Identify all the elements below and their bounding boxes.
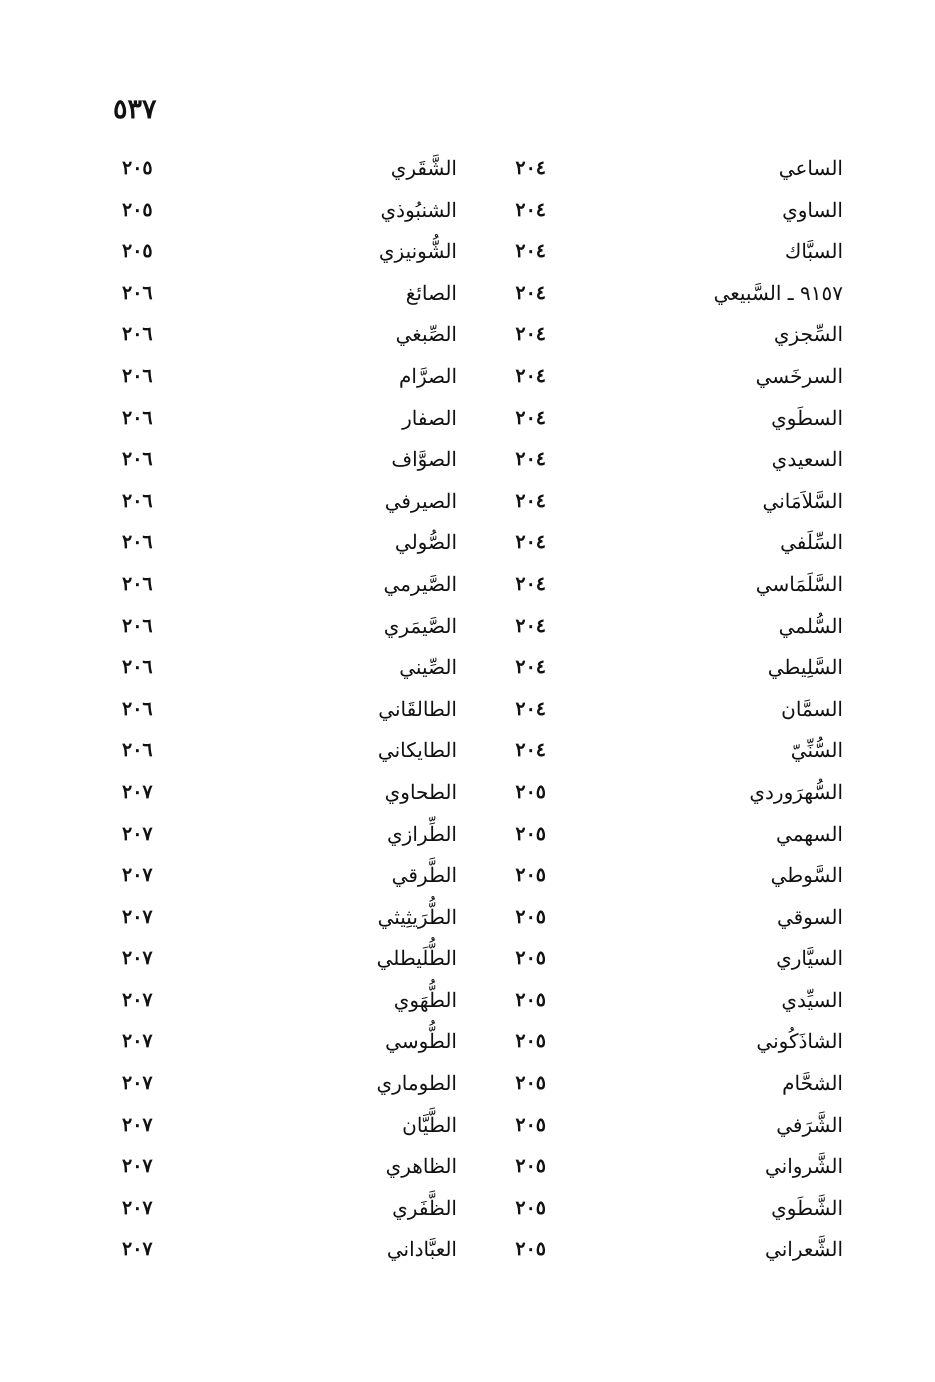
right-column-page: ٢٠٤ [515, 572, 546, 595]
left-column-name: الصائغ [405, 280, 457, 305]
left-column-page: ٢٠٧ [122, 1030, 153, 1053]
left-column-name: الصِّيني [399, 655, 457, 680]
right-column-name: السمَّان [781, 696, 843, 721]
left-column-page: ٢٠٥ [122, 157, 153, 179]
right-column-name: الشحَّام [782, 1071, 843, 1096]
right-column-name: الشَّعراني [765, 1237, 843, 1262]
index-row [0, 190, 935, 232]
right-column-name: الشاذَكُوني [756, 1029, 843, 1054]
right-column-name: السوقي [776, 904, 843, 929]
left-column-page: ٢٠٦ [122, 656, 153, 679]
index-row [0, 1146, 935, 1188]
index-row [0, 772, 935, 814]
index-row [0, 356, 935, 398]
left-column-page: ٢٠٧ [122, 1113, 153, 1136]
index-row [0, 481, 935, 523]
right-column-name: السِّجزي [773, 322, 843, 347]
left-column-page: ٢٠٦ [122, 697, 153, 720]
left-column-page: ٢٠٧ [122, 1238, 153, 1261]
left-column-name: العبَّاداني [386, 1237, 457, 1262]
right-column-name: الساوي [782, 197, 843, 222]
index-row [0, 314, 935, 356]
left-column-page: ٢٠٧ [122, 822, 153, 845]
left-column-name: الشُّونيزي [378, 239, 457, 264]
right-column-name: السَّلاَمَاني [762, 488, 843, 513]
index-row [0, 564, 935, 606]
right-column-name: السُّهرَوردي [749, 779, 843, 804]
right-column-name: السطَوي [771, 405, 843, 430]
left-column-page: ٢٠٧ [122, 864, 153, 887]
left-column-name: الصوَّاف [391, 447, 457, 472]
right-column-name: ٩١٥٧ ـ السَّبيعي [713, 280, 843, 305]
left-column-page: ٢٠٧ [122, 1196, 153, 1219]
right-column-page: ٢٠٤ [515, 614, 546, 637]
left-column-name: الظاهري [385, 1154, 457, 1179]
right-column-page: ٢٠٥ [515, 1113, 546, 1136]
index-row [0, 273, 935, 315]
index-row [0, 522, 935, 564]
right-column-name: الشَّرَفي [776, 1112, 843, 1137]
index-row [0, 1188, 935, 1230]
left-column-name: الطِّرازي [387, 821, 457, 846]
left-column-name: الطُّهَوي [393, 987, 457, 1012]
right-column-page: ٢٠٥ [515, 1072, 546, 1095]
index-row [0, 148, 935, 190]
right-column-name: السعيدي [771, 447, 843, 472]
left-column-name: الظَّفَري [392, 1195, 457, 1220]
index-row [0, 855, 935, 897]
right-column-page: ٢٠٤ [515, 531, 546, 554]
right-column-page: ٢٠٤ [515, 448, 546, 471]
left-column-page: ٢٠٧ [122, 1155, 153, 1178]
left-column-name: الشَّقَري [390, 156, 457, 180]
right-column-name: السيَّاري [776, 946, 843, 971]
right-column-page: ٢٠٤ [515, 656, 546, 679]
left-column-page: ٢٠٥ [122, 198, 153, 221]
index-row [0, 730, 935, 772]
right-column-page: ٢٠٥ [515, 1196, 546, 1219]
left-column-name: الطَّرقي [391, 863, 457, 888]
left-column-page: ٢٠٦ [122, 364, 153, 387]
left-column-name: الطايكاني [377, 738, 457, 763]
right-column-name: السهمي [776, 821, 843, 846]
index-row [0, 647, 935, 689]
right-column-page: ٢٠٤ [515, 364, 546, 387]
right-column-page: ٢٠٥ [515, 780, 546, 803]
right-column-name: السبَّاك [784, 239, 843, 264]
left-column-page: ٢٠٧ [122, 947, 153, 970]
left-column-name: الصيرفي [384, 488, 457, 513]
left-column-page: ٢٠٧ [122, 780, 153, 803]
left-column-page: ٢٠٥ [122, 240, 153, 263]
left-column-page: ٢٠٧ [122, 1072, 153, 1095]
left-column-name: الصِّبغي [395, 322, 457, 347]
index-row [0, 689, 935, 731]
index-row [0, 439, 935, 481]
left-column-page: ٢٠٦ [122, 281, 153, 304]
index-row [0, 1063, 935, 1105]
right-column-page: ٢٠٥ [515, 822, 546, 845]
index-row [0, 1229, 935, 1271]
right-column-page: ٢٠٥ [515, 905, 546, 928]
right-column-name: السَّلِيطي [767, 655, 843, 680]
right-column-page: ٢٠٤ [515, 323, 546, 346]
right-column-page: ٢٠٤ [515, 697, 546, 720]
index-row [0, 1105, 935, 1147]
right-column-name: السرخَسي [755, 363, 843, 388]
right-column-page: ٢٠٥ [515, 947, 546, 970]
left-column-page: ٢٠٧ [122, 988, 153, 1011]
index-row [0, 231, 935, 273]
right-column-name: السيِّدي [781, 987, 843, 1012]
right-column-name: الشَّرواني [765, 1154, 843, 1179]
right-column-page: ٢٠٤ [515, 406, 546, 429]
left-column-page: ٢٠٧ [122, 905, 153, 928]
index-row [0, 938, 935, 980]
right-column-page: ٢٠٥ [515, 988, 546, 1011]
right-column-page: ٢٠٤ [515, 281, 546, 304]
right-column-name: السَّوطي [770, 863, 843, 888]
right-column-name: الساعي [778, 156, 843, 180]
right-column-name: السُّنِّيّ [790, 738, 843, 763]
left-column-name: الشنبُوذي [380, 197, 457, 222]
left-column-name: الطُّوسي [385, 1029, 457, 1054]
left-column-page: ٢٠٦ [122, 614, 153, 637]
left-column-name: الصرَّام [399, 363, 457, 388]
right-column-name: السُّلمي [778, 613, 843, 638]
right-column-page: ٢٠٤ [515, 240, 546, 263]
left-column-page: ٢٠٦ [122, 572, 153, 595]
left-column-name: الطَّيَّان [402, 1112, 457, 1137]
right-column-name: السِّلَفي [780, 530, 843, 555]
left-column-page: ٢٠٦ [122, 531, 153, 554]
right-column-page: ٢٠٥ [515, 1238, 546, 1261]
left-column-page: ٢٠٦ [122, 448, 153, 471]
index-row [0, 398, 935, 440]
left-column-page: ٢٠٦ [122, 489, 153, 512]
index-row [0, 897, 935, 939]
left-column-name: الصَّيرمي [383, 571, 457, 596]
left-column-page: ٢٠٦ [122, 323, 153, 346]
index-row [0, 1021, 935, 1063]
index-row [0, 606, 935, 648]
right-column-page: ٢٠٥ [515, 1155, 546, 1178]
right-column-page: ٢٠٥ [515, 1030, 546, 1053]
right-column-page: ٢٠٤ [515, 198, 546, 221]
index-row [0, 980, 935, 1022]
left-column-name: الصُّولي [394, 530, 457, 555]
left-column-name: الطُّلَيطلي [376, 946, 457, 971]
right-column-page: ٢٠٥ [515, 864, 546, 887]
left-column-name: الطوماري [376, 1071, 457, 1096]
left-column-name: الطالقَاني [378, 696, 457, 721]
left-column-name: الطُّرَيثِيثي [377, 904, 457, 929]
right-column-page: ٢٠٤ [515, 739, 546, 762]
left-column-page: ٢٠٦ [122, 406, 153, 429]
page-number: ٥٣٧ [113, 94, 157, 125]
right-column-page: ٢٠٤ [515, 489, 546, 512]
index-list [0, 148, 935, 1271]
right-column-name: السَّلَمَاسي [755, 571, 843, 596]
left-column-page: ٢٠٦ [122, 739, 153, 762]
right-column-page: ٢٠٤ [515, 157, 546, 179]
right-column-name: الشَّطَوي [771, 1195, 843, 1220]
left-column-name: الصَّيمَري [383, 613, 457, 638]
index-row [0, 814, 935, 856]
left-column-name: الطحاوي [384, 779, 457, 804]
left-column-name: الصفار [402, 405, 457, 430]
